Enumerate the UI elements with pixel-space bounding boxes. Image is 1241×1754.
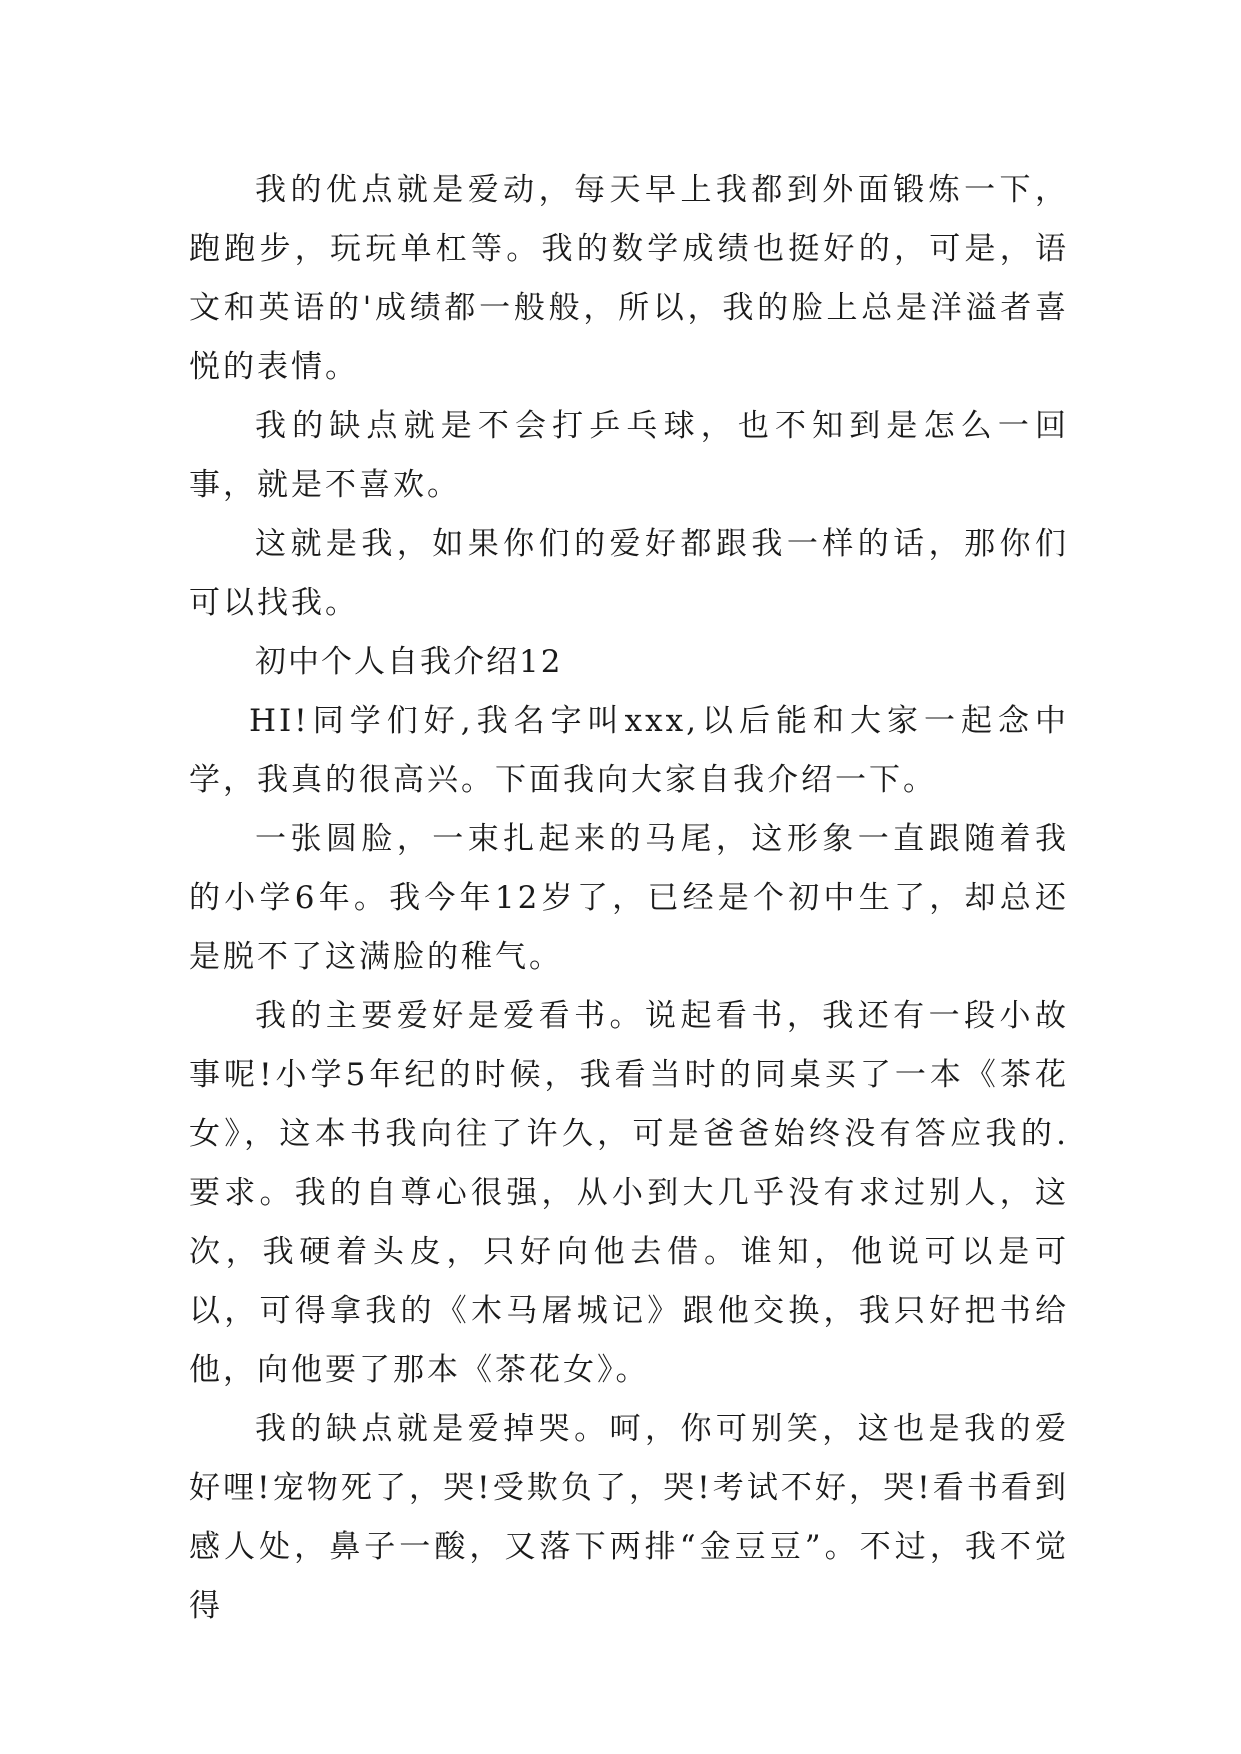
paragraph-intro: HI!同学们好,我名字叫xxx,以后能和大家一起念中学，我真的很高兴。下面我向大家自我介绍一下。 [189,703,1069,798]
section-heading: 初中个人自我介绍12 [255,644,563,680]
paragraph-hobby: 我的主要爱好是爱看书。说起看书，我还有一段小故事呢!小学5年纪的时候，我看当时的同桌买了一本《茶花女》，这本书我向往了许久，可是爸爸始终没有答应我的.要求。我的自尊心很强，从小到大几乎没有求过别人，这次，我硬着头皮，只好向他去借。谁知，他说可以是可以，可得拿我的《木马屠城记》跟他交换，我只好把书给他，向他要了那本《茶花女》。 [189,998,1069,1388]
document-body [189,161,1069,1636]
paragraph-appearance: 一张圆脸，一束扎起来的马尾，这形象一直跟随着我的小学6年。我今年12岁了，已经是个初中生了，却总还是脱不了这满脸的稚气。 [189,821,1069,975]
paragraph-closing: 这就是我，如果你们的爱好都跟我一样的话，那你们可以找我。 [189,526,1069,621]
paragraph-crying: 我的缺点就是爱掉哭。呵，你可别笑，这也是我的爱好哩!宠物死了，哭!受欺负了，哭!考试不好，哭!看书看到感人处，鼻子一酸，又落下两排“金豆豆”。不过，我不觉得 [189,1411,1069,1624]
paragraph-weaknesses: 我的缺点就是不会打乒乓球，也不知到是怎么一回事，就是不喜欢。 [189,408,1069,503]
paragraph-strengths: 我的优点就是爱动，每天早上我都到外面锻炼一下，跑跑步，玩玩单杠等。我的数学成绩也挺好的，可是，语文和英语的'成绩都一般般，所以，我的脸上总是洋溢者喜悦的表情。 [189,172,1069,385]
